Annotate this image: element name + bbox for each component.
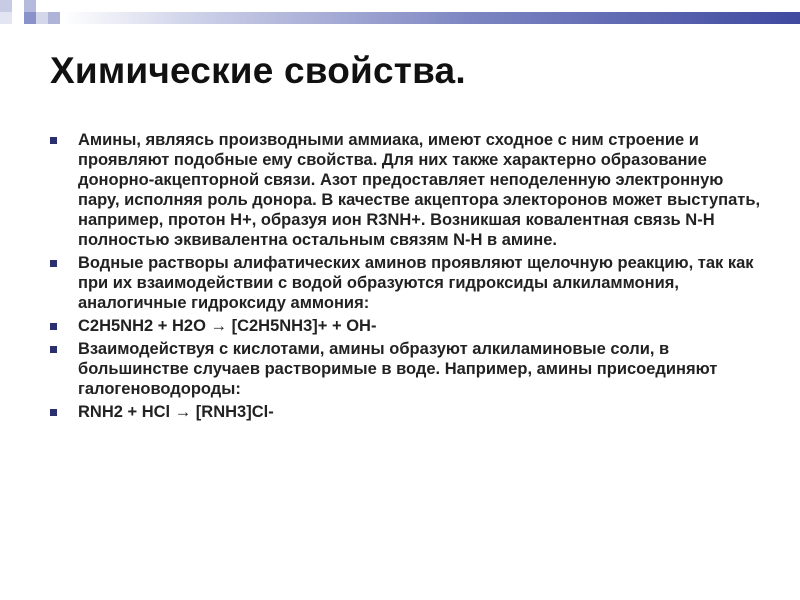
square-bullet-icon	[50, 346, 57, 353]
decor-square	[24, 0, 36, 12]
bullet-list	[50, 130, 770, 425]
bullet-text: RNH2 + HCl → [RNH3]Cl-	[78, 403, 274, 421]
decor-square	[0, 12, 12, 24]
decor-square	[0, 0, 12, 12]
square-bullet-icon	[50, 323, 57, 330]
square-bullet-icon	[50, 409, 57, 416]
bullet-text: C2H5NH2 + H2O → [C2H5NH3]+ + OH-	[78, 317, 377, 335]
bullet-item	[50, 402, 770, 422]
top-decoration	[0, 0, 800, 28]
slide-title: Химические свойства.	[50, 50, 466, 91]
decor-square	[24, 12, 36, 24]
bullet-item	[50, 130, 770, 250]
square-bullet-icon	[50, 260, 57, 267]
bullet-item	[50, 339, 770, 399]
bullet-item	[50, 316, 770, 336]
decor-square	[36, 12, 48, 24]
decor-gradient-band	[62, 12, 800, 24]
square-bullet-icon	[50, 137, 57, 144]
bullet-item	[50, 253, 770, 313]
bullet-text: Амины, являясь производными аммиака, имеют сходное с ним строение и проявляют подобные ему свойства. Для них также характерно образование донорно-акцепторной связи. Азот предоставляет неподеленную электронную пару, исполняя роль донора. В качестве акцептора электоронов может выступать, например, протон Н+, образуя ион R3NH+. Возникшая ковалентная связь N-H полностью эквивалентна остальным связям N-H в амине.	[78, 131, 761, 249]
bullet-text: Водные растворы алифатических аминов проявляют щелочную реакцию, так как при их взаимодействии с водой образуются гидроксиды алкиламмония, аналогичные гидроксиду аммония:	[78, 254, 754, 312]
bullet-text: Взаимодействуя с кислотами, амины образуют алкиламиновые соли, в большинстве случаев растворимые в воде. Например, амины присоединяют галогеноводороды:	[78, 340, 718, 398]
decor-square	[48, 12, 60, 24]
decor-square	[12, 0, 24, 12]
